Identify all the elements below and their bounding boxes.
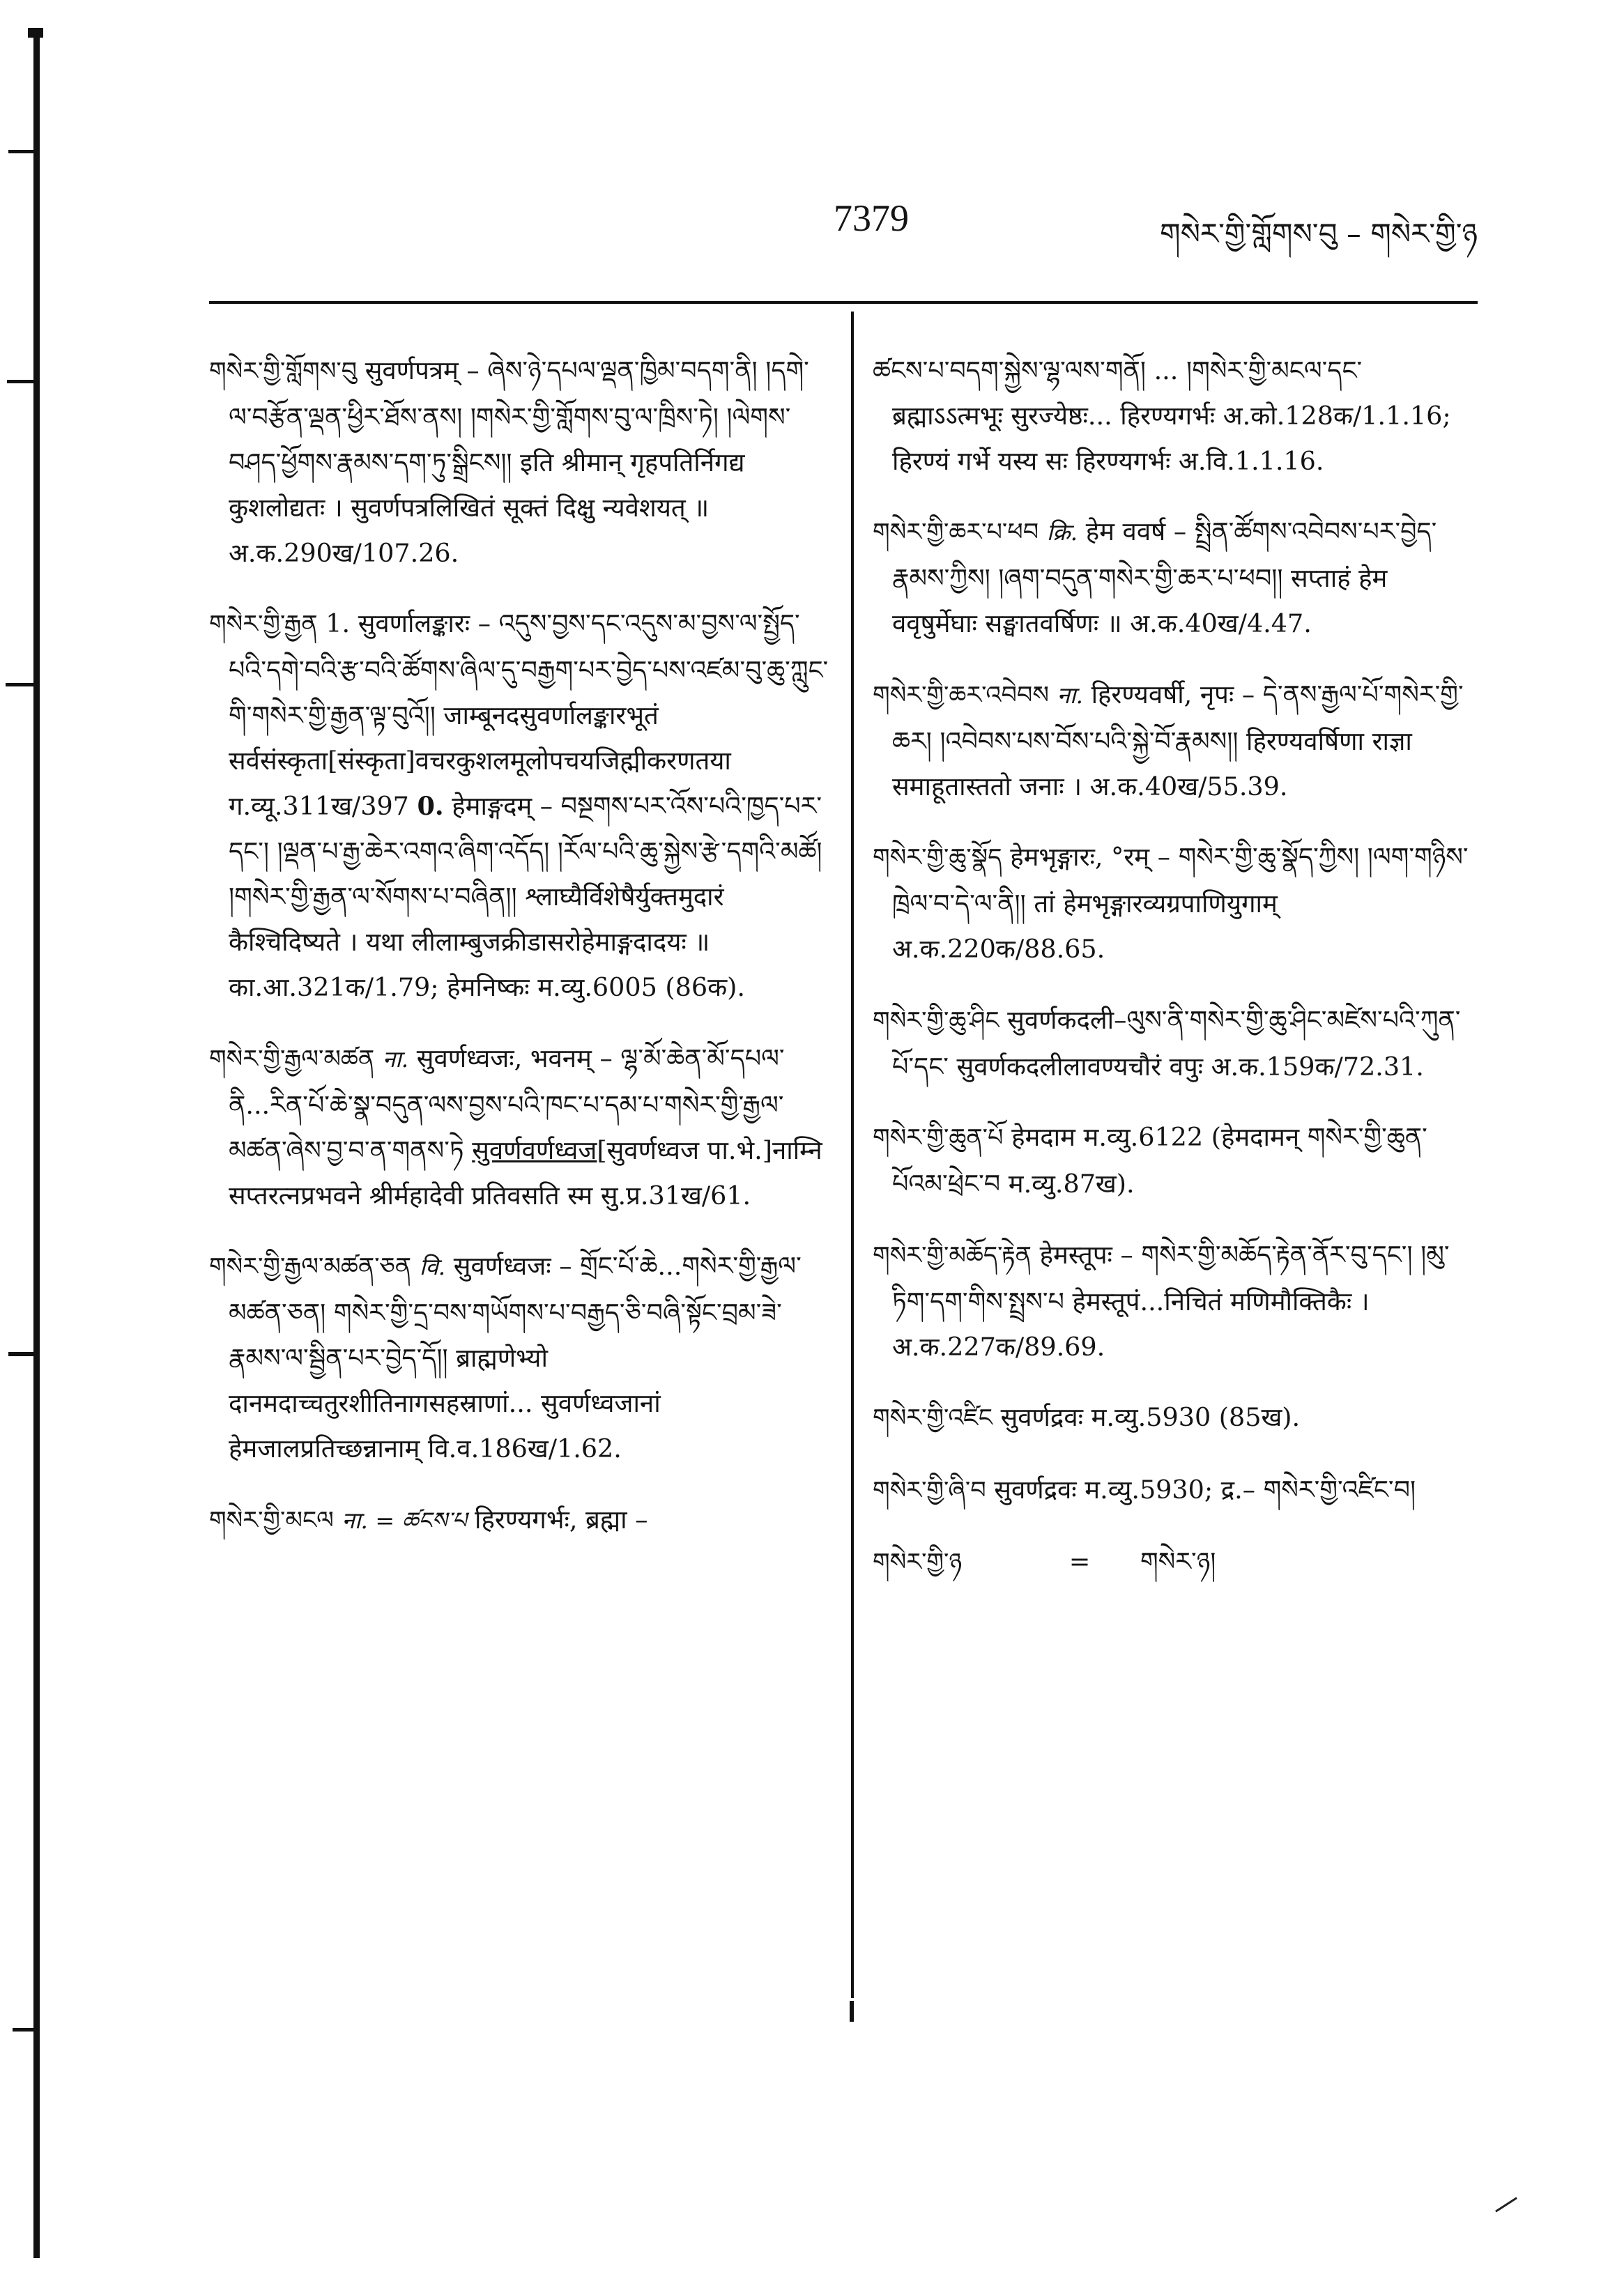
dictionary-entry [873,1539,1478,1585]
entry-body: सुवर्णद्रवः म.व्यु.5930; द्र.– གསེར་གྱི་འཛིང་བ། [994,1474,1416,1505]
entry-body: हिरण्यगर्भः, ब्रह्मा – [475,1504,648,1535]
entry-body: [सुवर्णध्वज पा.भे.]नाम्नि सप्तरत्नप्रभवने श्रीर्महादेवी प्रतिवसति स्म सु.प्र.31ख/61. [229,1135,822,1211]
dictionary-entry [873,834,1478,971]
right-column [873,322,1478,1604]
entry-body: हेमदाम म.व्यु.6122 (हेमदामन् གསེར་གྱི་ཆུན་པོའམ་ཕྲེང་བ म.व्यु.87ख). [892,1122,1427,1199]
dictionary-entry [209,1497,829,1544]
entry-headword: གསེར་གྱི་རྒྱལ་མཚན་ཅན [209,1253,412,1281]
column-divider-dash [850,2001,854,2022]
dictionary-entry [873,1114,1478,1206]
entry-headword: གསེར་གྱི་ཆུན་པོ [873,1124,1004,1152]
entry-headword: གསེར་གྱི་རྒྱལ་མཚན [209,1045,375,1073]
grammar-tag: ना. [382,1045,409,1073]
binding-tick [28,28,43,38]
grammar-tag: ना. = ཚངས་པ [342,1506,467,1534]
entry-body: सुवर्णध्वजः – གྲོང་པོ་ཆེ...གསེར་གྱི་རྒྱལ་མཚན་ཅན། གསེར་གྱི་དྲ་བས་གཡོགས་པ་བརྒྱད་ཅི་བཞི་སྟོང་བྲམ་ཟེ་རྣམས་ལ་སྦྱིན་པར་བྱེད་དོ།། ब्राह्मणेभ्यो दानमदाच्चतुरशीतिनागसहस्राणां... सुवर्णध्वजानां हेमजालप्रतिच्छन्नानाम् वि.व.186ख/1.62. [229,1251,802,1464]
grammar-tag: ना. [1057,681,1083,709]
dictionary-entry-continued [873,348,1478,484]
dictionary-entry [873,672,1478,809]
entry-body: हेमाङ्गदम् – བསྔགས་པར་འོས་པའི་ཁྱད་པར་དང་། །ལྡན་པ་རྒྱ་ཆེར་འགའ་ཞིག་འདོད། །རོལ་པའི་ཆུ་སྐྱེས་རྩེ་དགའི་མཚོ། །གསེར་གྱི་རྒྱན་ལ་སོགས་པ་བཞིན།། श्लाघ्यैर्विशेषैर्युक्तमुदारं कैश्चिदिष्यते । यथा लीलाम्बुजक्रीडासरोहेमाङ्गदादयः ॥ का.आ.321क/1.79; हेमनिष्कः म.व्यु.6005 (86क). [229,791,822,1002]
entry-headword: གསེར་གྱི་རྒྱན [209,610,318,638]
entry-headword: གསེར་གྱི་མཆོད་རྟེན [873,1241,1032,1270]
dictionary-entry [873,1232,1478,1369]
pen-mark [1495,2197,1517,2212]
dictionary-entry [209,1036,829,1218]
dictionary-entry [873,509,1478,646]
binding-tick [13,2028,35,2032]
binding-tick [7,380,35,383]
entry-body: हिरण्यवर्षी, नृपः – དེ་ནས་རྒྱལ་པོ་གསེར་གྱི་ཆར། །འབེབས་པས་བོས་པའི་སྐྱེ་བོ་རྣམས།། हिरण्यवर्षिणा राज्ञा समाहूतास्ततो जनाः । अ.क.40ख/55.39. [892,679,1464,801]
dictionary-entry [209,1243,829,1471]
entry-body: གསེར་ཉ། [1140,1546,1216,1576]
entry-body: सुवर्णकदली–ལུས་ནི་གསེར་གྱི་ཆུ་ཤིང་མཛེས་པའི་ཀུན་པོ་དང་ सुवर्णकदलीलावण्यचौरं वपुः अ.क.159क/72.31. [892,1004,1461,1082]
running-head: གསེར་གྱི་གློགས་བུ – གསེར་གྱི་ཉ [1160,217,1478,251]
entry-headword: གསེར་གྱི་གློགས་བུ [209,357,358,385]
entry-body: सुवर्णध्वजः, भवनम् – ལྷ་མོ་ཆེན་མོ་དཔལ་ནི...རིན་པོ་ཆེ་སྣ་བདུན་ལས་བྱས་པའི་ཁང་པ་དམ་པ་གསེར་གྱི་རྒྱལ་མཚན་ཞེས་བྱ་བ་ན་གནས་ཏེ [229,1043,785,1165]
entry-body: 1. सुवर्णालङ्कारः – འདུས་བྱས་དང་འདུས་མ་བྱས་ལ་སྤྱོད་པའི་དགེ་བའི་རྩ་བའི་ཚོགས་ཞིལ་དུ་བརྒྱག་པར་བྱེད་པས་འཛམ་བུ་ཆུ་ཀླུང་གི་གསེར་གྱི་རྒྱན་ལྟ་བུའོ།། जाम्बूनदसुवर्णालङ्कारभूतं सर्वसंस्कृता[संस्कृता]वचरकुशलमूलोपचयजिह्मीकरणतया ग.व्यू.311ख/397 [229,608,829,821]
header-rule [209,301,1478,304]
scan-binding-edge [0,0,63,2281]
entry-headword: གསེར་གྱི་མངལ [209,1506,334,1535]
binding-tick [8,150,36,153]
entry-headword: གསེར་གྱི་ཆུ་ཤིང [873,1006,999,1035]
sense-marker: 0. [417,791,444,821]
entry-body: सुवर्णपत्रम् – ཞེས་ཉེ་དཔལ་ལྡན་ཁྱིམ་བདག་ནི། །དགེ་ལ་བརྩོན་ལྡན་ཕྱིར་ཐོས་ནས། །གསེར་གྱི་གློགས་བུ་ལ་ཁྲིས་ཏེ། །ལེགས་བཤད་ཕྱོགས་རྣམས་དག་ཏུ་སྒྲིངས།། इति श्रीमान् गृहपतिर्निगद्य कुशलोद्यतः । सुवर्णपत्रलिखितं सूक्तं दिक्षु न्यवेशयत् ॥ अ.क.290ख/107.26. [229,355,809,568]
entry-headword: གསེར་གྱི་ཆར་པ་ཕབ [873,519,1039,546]
entry-headword: གསེར་གྱི་འཛིང [873,1404,993,1432]
equals-sign: = [1068,1546,1091,1576]
dictionary-entry [873,997,1478,1089]
entry-body: हेमभृङ्गारः, °रम् – གསེར་གྱི་ཆུ་སྣོད་ཀྱིས། །ལག་གཉིས་ཁྲེལ་བ་དེ་ལ་ནི།། तां हेमभृङ्गारव्यग्रपाणियुगाम् अ.क.220क/88.65. [892,842,1469,964]
entry-headword: གསེར་གྱི་ཉ [873,1549,963,1576]
entry-headword: གསེར་གྱི་ཆུ་སྣོད [873,844,1002,872]
dictionary-entry [209,601,829,1010]
binding-tick [8,1352,36,1356]
entry-headword: གསེར་གྱི་ཆར་འབེབས [873,681,1049,709]
entry-body: ཚངས་པ་བདག་སྐྱེས་ལྷ་ལས་གནོ། ... །གསེར་གྱི་མངལ་དང་ ब्रह्माऽऽत्मभूः सुरज्येष्ठः... हिरण्यगर्भः अ.को.128क/1.1.16; हिरण्यं गर्भे यस्य सः हिरण्यगर्भः अ.वि.1.1.16. [873,355,1451,476]
page-number: 7379 [834,197,909,239]
entry-body: हेम ववर्ष – སྤྲིན་ཚོགས་འབེབས་པར་བྱེད་རྣམས་ཀྱིས། །ཞག་བདུན་གསེར་གྱི་ཆར་པ་ཕབ།། सप्ताहं हेम ववृषुर्मेघाः सङ्घातवर्षिणः ॥ अ.क.40ख/4.47. [892,516,1437,638]
dictionary-entry [873,1467,1478,1514]
entry-headword: གསེར་གྱི་ཞི་བ [873,1476,986,1505]
grammar-tag: वि. [419,1253,446,1280]
dictionary-entry [873,1395,1478,1441]
grammar-tag: क्रि. [1046,519,1078,546]
underlined-term: सुवर्णवर्णध्वज [472,1135,597,1165]
dictionary-entry [209,348,829,576]
entry-body: सुवर्णद्रवः म.व्यु.5930 (85ख). [1000,1402,1301,1432]
entry-body: हेमस्तूपः – གསེར་གྱི་མཆོད་རྟེན་ནོར་བུ་དང་། །མུ་ཏིག་དག་གིས་སྤྲས་པ हेमस्तूपं...निचितं मणिमौक्तिकैः । अ.क.227क/89.69. [892,1239,1450,1362]
left-column [209,322,829,1562]
column-divider [851,312,854,1998]
binding-line [33,28,40,2258]
binding-tick [6,683,35,686]
